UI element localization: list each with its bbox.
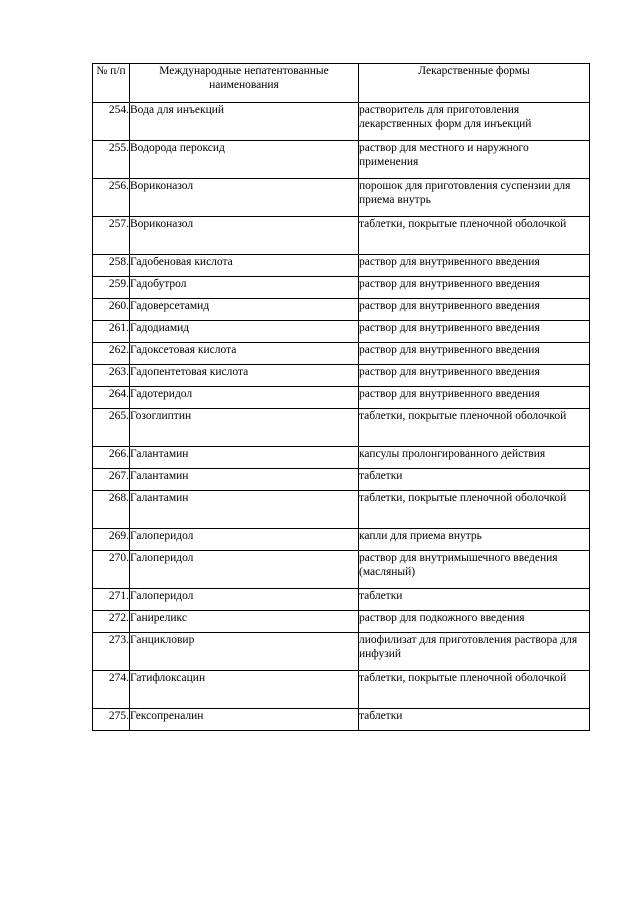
row-number: 262. xyxy=(93,343,130,365)
table-row xyxy=(93,447,590,469)
drug-list-table xyxy=(92,63,590,731)
row-dosage-form: раствор для внутривенного введения xyxy=(359,387,590,409)
table-row xyxy=(93,409,590,447)
row-inn-name: Ганиреликс xyxy=(130,611,359,633)
table-row xyxy=(93,141,590,179)
table-row xyxy=(93,277,590,299)
row-inn-name: Вориконазол xyxy=(130,217,359,255)
table-row xyxy=(93,589,590,611)
row-number: 268. xyxy=(93,491,130,529)
row-inn-name: Гадопентетовая кислота xyxy=(130,365,359,387)
row-number: 264. xyxy=(93,387,130,409)
table-row xyxy=(93,343,590,365)
row-number: 259. xyxy=(93,277,130,299)
table-row xyxy=(93,255,590,277)
table-row xyxy=(93,671,590,709)
row-number: 270. xyxy=(93,551,130,589)
row-number: 266. xyxy=(93,447,130,469)
header-number: № п/п xyxy=(93,64,130,103)
table-row xyxy=(93,179,590,217)
row-inn-name: Галоперидол xyxy=(130,551,359,589)
row-dosage-form: раствор для внутривенного введения xyxy=(359,321,590,343)
row-dosage-form: капли для приема внутрь xyxy=(359,529,590,551)
table-row xyxy=(93,217,590,255)
row-number: 265. xyxy=(93,409,130,447)
row-dosage-form: раствор для внутривенного введения xyxy=(359,299,590,321)
row-dosage-form: таблетки xyxy=(359,709,590,731)
table-row xyxy=(93,709,590,731)
table-row xyxy=(93,551,590,589)
row-number: 271. xyxy=(93,589,130,611)
row-dosage-form: раствор для внутримышечного введения (масляный) xyxy=(359,551,590,589)
table-row xyxy=(93,529,590,551)
row-dosage-form: таблетки, покрытые пленочной оболочкой xyxy=(359,491,590,529)
table-row xyxy=(93,387,590,409)
row-inn-name: Галоперидол xyxy=(130,529,359,551)
table-row xyxy=(93,633,590,671)
row-dosage-form: таблетки, покрытые пленочной оболочкой xyxy=(359,217,590,255)
row-dosage-form: таблетки xyxy=(359,589,590,611)
row-number: 256. xyxy=(93,179,130,217)
row-dosage-form: раствор для внутривенного введения xyxy=(359,277,590,299)
table-body xyxy=(93,103,590,731)
row-number: 274. xyxy=(93,671,130,709)
row-dosage-form: таблетки xyxy=(359,469,590,491)
row-number: 255. xyxy=(93,141,130,179)
row-inn-name: Галантамин xyxy=(130,469,359,491)
row-inn-name: Гатифлоксацин xyxy=(130,671,359,709)
row-dosage-form: порошок для приготовления суспензии для приема внутрь xyxy=(359,179,590,217)
row-dosage-form: раствор для внутривенного введения xyxy=(359,343,590,365)
row-inn-name: Гадобеновая кислота xyxy=(130,255,359,277)
table-row xyxy=(93,299,590,321)
row-number: 272. xyxy=(93,611,130,633)
row-inn-name: Галоперидол xyxy=(130,589,359,611)
row-number: 269. xyxy=(93,529,130,551)
row-dosage-form: растворитель для приготовления лекарственных форм для инъекций xyxy=(359,103,590,141)
row-number: 263. xyxy=(93,365,130,387)
row-inn-name: Ганцикловир xyxy=(130,633,359,671)
row-number: 254. xyxy=(93,103,130,141)
table-row xyxy=(93,103,590,141)
row-number: 260. xyxy=(93,299,130,321)
row-number: 273. xyxy=(93,633,130,671)
row-inn-name: Гадоксетовая кислота xyxy=(130,343,359,365)
row-dosage-form: капсулы пролонгированного действия xyxy=(359,447,590,469)
row-dosage-form: раствор для подкожного введения xyxy=(359,611,590,633)
row-inn-name: Вориконазол xyxy=(130,179,359,217)
table-header-row xyxy=(93,64,590,103)
row-number: 257. xyxy=(93,217,130,255)
row-number: 258. xyxy=(93,255,130,277)
table-row xyxy=(93,469,590,491)
row-inn-name: Галантамин xyxy=(130,491,359,529)
header-dosage-form: Лекарственные формы xyxy=(359,64,590,103)
row-dosage-form: раствор для местного и наружного применения xyxy=(359,141,590,179)
row-inn-name: Вода для инъекций xyxy=(130,103,359,141)
row-inn-name: Гадоверсетамид xyxy=(130,299,359,321)
row-inn-name: Гадобутрол xyxy=(130,277,359,299)
row-inn-name: Галантамин xyxy=(130,447,359,469)
table-row xyxy=(93,611,590,633)
row-dosage-form: раствор для внутривенного введения xyxy=(359,365,590,387)
row-inn-name: Гексопреналин xyxy=(130,709,359,731)
row-dosage-form: таблетки, покрытые пленочной оболочкой xyxy=(359,409,590,447)
table-row xyxy=(93,365,590,387)
row-inn-name: Водорода пероксид xyxy=(130,141,359,179)
row-dosage-form: таблетки, покрытые пленочной оболочкой xyxy=(359,671,590,709)
row-inn-name: Гозоглиптин xyxy=(130,409,359,447)
header-inn-name: Международные непатентованные наименования xyxy=(130,64,359,103)
row-dosage-form: лиофилизат для приготовления раствора для инфузий xyxy=(359,633,590,671)
row-inn-name: Гадотеридол xyxy=(130,387,359,409)
row-number: 261. xyxy=(93,321,130,343)
row-inn-name: Гадодиамид xyxy=(130,321,359,343)
table-row xyxy=(93,491,590,529)
row-dosage-form: раствор для внутривенного введения xyxy=(359,255,590,277)
row-number: 267. xyxy=(93,469,130,491)
table-row xyxy=(93,321,590,343)
row-number: 275. xyxy=(93,709,130,731)
